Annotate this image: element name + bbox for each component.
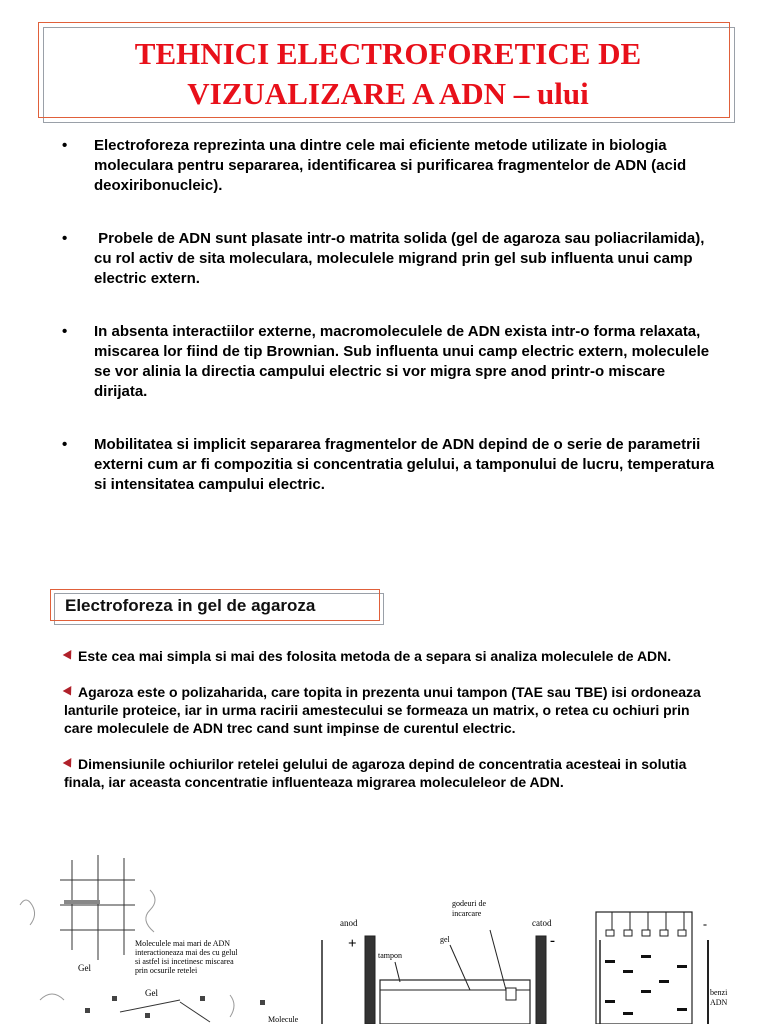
arrow-bullet-icon	[63, 758, 76, 770]
label-gel: Gel	[78, 963, 91, 973]
caption-line: si astfel isi incetinesc miscarea	[135, 957, 234, 966]
arrow-item-text: Este cea mai simpla si mai des folosita metoda de a separa si analiza moleculele de ADN.	[78, 648, 672, 664]
gel-lanes	[596, 912, 708, 1024]
label-godeuri-line: godeuri de	[452, 899, 486, 908]
page-title	[38, 34, 738, 114]
bullet-item	[62, 136, 722, 196]
label-godeuri-line: incarcare	[452, 909, 482, 918]
subheading-box	[50, 589, 384, 625]
bullet-item	[62, 229, 722, 289]
bullet-dot: •	[62, 323, 68, 340]
bullet-dot: •	[62, 436, 68, 453]
label-plus: +	[348, 936, 357, 952]
arrow-list	[64, 647, 704, 809]
bullet-text: Electroforeza reprezinta una dintre cele mai eficiente metode utilizate in biologia moleculara pentru separarea, identificarea si purificarea fragmentelor de ADN (acid deoxiribonucleic).	[94, 137, 687, 194]
arrow-item-text: Dimensiunile ochiurilor retelei gelului de agaroza depind de concentratia acesteai in solutia finala, iar aceasta concentratie influenteaza migrarea moleculeleor de ADN.	[64, 756, 687, 790]
bullet-dot: •	[62, 137, 68, 154]
caption-line: Moleculele mai mari de ADN	[135, 939, 231, 948]
bullet-item	[62, 322, 722, 402]
title-line-1: TEHNICI ELECTROFORETICE DE	[134, 36, 642, 71]
label-gel-2: Gel	[145, 988, 158, 998]
bullet-list	[62, 136, 722, 528]
label-molecule: Molecule	[268, 1015, 299, 1024]
arrow-item	[64, 755, 704, 791]
label-gel-3: gel	[440, 935, 450, 944]
arrow-item	[64, 683, 704, 737]
arrow-bullet-icon	[63, 650, 76, 662]
arrow-item-text: Agaroza este o polizaharida, care topita in prezenta unui tampon (TAE sau TBE) isi ordoneaza lanturile proteice, iar in urma racirii amestecului se formeaza un matrix, o retea cu ochiuri prin care moleculele de ADN trec cand sunt impinse de curentul electric.	[64, 684, 701, 736]
electrophoresis-tank	[322, 930, 600, 1024]
label-tampon: tampon	[378, 951, 402, 960]
title-box	[38, 22, 734, 122]
label-catod: catod	[532, 918, 552, 928]
caption-line: interactioneaza mai des cu gelul	[135, 948, 238, 957]
subheading: Electroforeza in gel de agaroza	[65, 596, 316, 615]
label-benzi-line: ADN	[710, 998, 728, 1007]
electrophoresis-figure	[0, 850, 768, 1024]
molecule-dots	[85, 996, 265, 1018]
bullet-text: Mobilitatea si implicit separarea fragmentelor de ADN depind de o serie de parametrii externi cum ar fi compozitia si concentratia gelului, a tamponului de lucru, temperatura si intensitatea campului electric.	[94, 436, 715, 493]
arrow-bullet-icon	[63, 686, 76, 698]
label-minus-2: -	[703, 917, 707, 931]
dna-bands	[605, 955, 687, 1015]
label-anod: anod	[340, 918, 358, 928]
caption-line: prin ocsurile retelei	[135, 966, 198, 975]
bullet-text: In absenta interactiilor externe, macromoleculele de ADN exista intr-o forma relaxata, miscarea lor fiind de tip Brownian. Sub influenta unui camp electric extern, moleculele se vor alinia la directia campului electric si vor migra spre anod printr-o miscare dirijata.	[94, 323, 710, 400]
title-line-2: VIZUALIZARE A ADN – ului	[187, 76, 589, 111]
bullet-item	[62, 435, 722, 495]
bullet-dot: •	[62, 230, 68, 247]
bullet-text: Probele de ADN sunt plasate intr-o matrita solida (gel de agaroza sau poliacrilamida), cu rol activ de sita moleculara, moleculele migrand prin gel sub influenta unui camp electric extern.	[94, 230, 709, 287]
arrow-item	[64, 647, 704, 665]
label-minus: -	[550, 933, 555, 949]
label-benzi-line: benzi	[710, 988, 728, 997]
